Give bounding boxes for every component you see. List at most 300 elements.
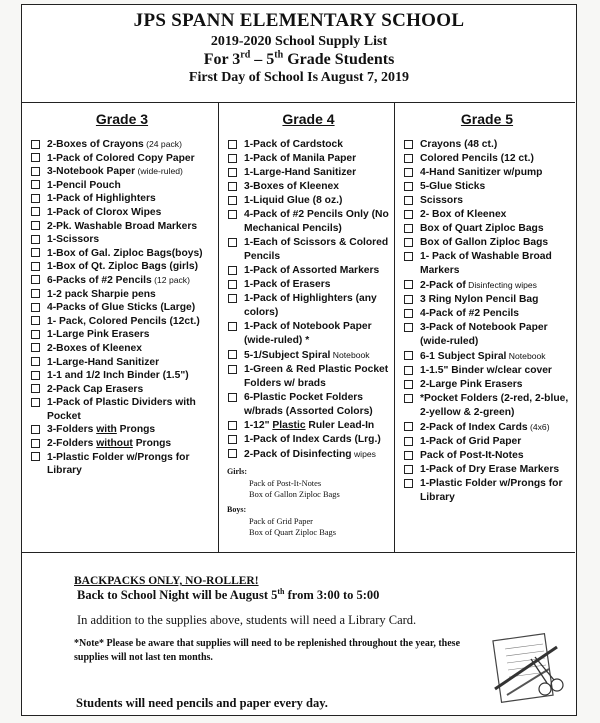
supply-item <box>403 236 571 250</box>
supply-item-main: 1-1 and 1/2 Inch Binder (1.5") <box>47 370 189 382</box>
checkbox-icon <box>228 168 237 177</box>
checkbox-icon <box>31 439 40 448</box>
supply-item <box>227 180 390 194</box>
btsn-suffix: from 3:00 to 5:00 <box>284 588 380 602</box>
supply-item-text <box>47 451 214 478</box>
supply-item <box>403 293 571 307</box>
checkbox-icon <box>228 238 237 247</box>
checkbox-icon <box>404 238 413 247</box>
supply-item-main: 1- Pack, Colored Pencils (12ct.) <box>47 315 200 327</box>
checkbox-icon <box>228 182 237 191</box>
supply-item-main: 3-Folders <box>47 424 97 436</box>
supply-item-main: 4-Pack of #2 Pencils <box>420 308 520 319</box>
grade5-column <box>395 103 575 552</box>
supply-item-text <box>244 208 390 236</box>
supply-item-underlined: Plastic <box>272 420 306 431</box>
supply-item-text <box>47 356 159 370</box>
supply-item <box>403 208 571 222</box>
supply-item-text <box>47 274 190 288</box>
grade3-items <box>30 138 214 478</box>
girls-label: Girls: <box>227 467 247 476</box>
checkbox-icon <box>404 140 413 149</box>
checkbox-icon <box>31 262 40 271</box>
supply-item-text <box>47 220 197 234</box>
supply-item <box>227 278 390 292</box>
supply-item-main: 1-Pack of Clorox Wipes <box>47 206 162 218</box>
supply-item-text <box>244 138 343 152</box>
grades-sup2: th <box>274 49 284 61</box>
supply-item-main: 1-Pack of Notebook Paper (wide-ruled) * <box>244 321 372 346</box>
supply-item-main: *Pocket Folders (2-red, 2-blue, 2-yellow & 2-green) <box>420 393 569 418</box>
supply-item-text <box>420 250 571 278</box>
supply-item <box>403 321 571 349</box>
checkbox-icon <box>404 351 413 360</box>
supply-item <box>227 363 390 391</box>
checkbox-icon <box>228 435 237 444</box>
header <box>22 5 576 86</box>
supply-item-text <box>47 152 195 166</box>
supply-item-main: 2-Boxes of Crayons <box>47 139 144 150</box>
supply-item-main: 5-Glue Sticks <box>420 181 486 192</box>
grade4-column <box>219 103 395 552</box>
supply-item-main: 2-Pk. Washable Broad Markers <box>47 220 198 232</box>
supply-item-text <box>244 180 339 194</box>
checkbox-icon <box>404 422 413 431</box>
supply-item-text <box>47 315 200 329</box>
supply-item-main: 1-Pack of Manila Paper <box>244 153 357 164</box>
supply-item-main: 2-Pack of Disinfecting <box>244 449 352 460</box>
checkbox-icon <box>404 210 413 219</box>
supply-item-text <box>47 288 156 302</box>
checkbox-icon <box>31 357 40 366</box>
checkbox-icon <box>228 421 237 430</box>
checkbox-icon <box>228 210 237 219</box>
checkbox-icon <box>404 451 413 460</box>
supply-item-text <box>47 437 171 451</box>
supply-item-main: 1-Pack of Colored Copy Paper <box>47 152 195 164</box>
checkbox-icon <box>31 248 40 257</box>
supply-item <box>30 260 214 274</box>
supply-item <box>30 152 214 166</box>
supply-item <box>227 292 390 320</box>
supply-item-text <box>244 391 390 419</box>
supply-item-text <box>47 342 142 356</box>
supply-item-note: (12 pack) <box>151 274 190 285</box>
supply-item-main: Scissors <box>420 195 463 206</box>
supply-item-text <box>47 179 121 193</box>
supply-item-text <box>420 138 497 152</box>
checkbox-icon <box>404 224 413 233</box>
supply-item-note: Notebook <box>330 350 370 360</box>
checkbox-icon <box>31 316 40 325</box>
supply-item <box>403 250 571 278</box>
sub-supply-item: Pack of Post-It-Notes <box>249 479 322 488</box>
supply-item <box>30 437 214 451</box>
supply-item <box>30 451 214 478</box>
supply-item-main: 1-Green & Red Plastic Pocket Folders w/ brads <box>244 364 389 389</box>
supply-item-text <box>244 264 379 278</box>
supply-item-main: 1-Pack of Index Cards (Lrg.) <box>244 434 381 445</box>
supply-item-text <box>420 349 546 364</box>
sub-supply-item: Box of Gallon Ziploc Bags <box>249 490 340 499</box>
pencils-note: Students will need pencils and paper every day. <box>76 696 328 710</box>
supply-item-after: Prongs <box>132 438 172 450</box>
supply-item-main: 1-Each of Scissors & Colored Pencils <box>244 237 389 262</box>
supply-item <box>403 463 571 477</box>
supply-item-main: 2-Boxes of Kleenex <box>47 342 142 354</box>
supply-item-main: 1-Large Pink Erasers <box>47 329 150 341</box>
supply-item-main: 1-Large-Hand Sanitizer <box>47 356 160 368</box>
checkbox-icon <box>228 350 237 359</box>
supply-item-text <box>420 208 506 222</box>
supply-item-main: 2-Large Pink Erasers <box>420 379 523 390</box>
supply-item-text <box>420 420 550 435</box>
checkbox-icon <box>31 384 40 393</box>
supply-item-text <box>244 433 381 447</box>
backpacks-note: BACKPACKS ONLY, NO-ROLLER! <box>74 575 259 587</box>
supply-item-text <box>244 447 376 462</box>
list-title: 2019-2020 School Supply List <box>210 34 388 49</box>
supply-item-text <box>420 392 571 420</box>
supply-item-text <box>244 194 342 208</box>
checkbox-icon <box>228 294 237 303</box>
grade5-title: Grade 5 <box>460 111 514 127</box>
supply-item-text <box>47 396 214 423</box>
supply-item-text <box>47 192 156 206</box>
supply-item <box>30 206 214 220</box>
supply-item-main: 1-Plastic Folder w/Prongs for Library <box>420 478 563 503</box>
supply-item-text <box>244 166 356 180</box>
supply-item-text <box>47 301 195 315</box>
supply-item-main: 2-Folders <box>47 438 97 450</box>
supply-item-text <box>244 348 370 363</box>
supply-item-text <box>420 378 522 392</box>
supply-item-main: 1-12" <box>244 420 273 431</box>
supply-item-text <box>47 165 183 179</box>
supply-item-text <box>47 423 155 437</box>
checkbox-icon <box>228 266 237 275</box>
checkbox-icon <box>31 371 40 380</box>
supply-item-main: 6-1 Subject Spiral <box>420 351 507 362</box>
supply-item <box>403 364 571 378</box>
supply-item <box>30 423 214 437</box>
supply-item-main: 3-Notebook Paper <box>47 166 136 178</box>
supply-item-text <box>47 138 182 152</box>
checkbox-icon <box>31 275 40 284</box>
supply-item <box>30 301 214 315</box>
supply-item-main: 4-Hand Sanitizer w/pump <box>420 167 543 178</box>
supply-item-text <box>244 320 390 348</box>
checkbox-icon <box>31 140 40 149</box>
supply-item-text <box>420 180 485 194</box>
checkbox-icon <box>31 452 40 461</box>
supply-item <box>403 477 571 505</box>
supply-item <box>30 328 214 342</box>
checkbox-icon <box>228 154 237 163</box>
supply-item-main: 1-Pack of Plastic Dividers with Pocket <box>47 397 196 422</box>
supply-item-main: 1- Pack of Washable Broad Markers <box>420 251 552 276</box>
checkbox-icon <box>228 449 237 458</box>
checkbox-icon <box>404 182 413 191</box>
checkbox-icon <box>228 140 237 149</box>
grades-sup1: rd <box>240 49 251 61</box>
supply-item-main: 3-Pack of Notebook Paper (wide-ruled) <box>420 322 548 347</box>
supply-item <box>403 194 571 208</box>
supply-item-main: 6-Plastic Pocket Folders w/brads (Assorted Colors) <box>244 392 373 417</box>
supply-item-main: 1-Liquid Glue (8 oz.) <box>244 195 343 206</box>
supply-item-note: Disinfecting wipes <box>465 280 537 290</box>
supply-item-main: 1-Plastic Folder w/Prongs for Library <box>47 451 190 477</box>
supply-item <box>30 247 214 261</box>
checkbox-icon <box>228 393 237 402</box>
boys-items <box>227 516 390 538</box>
grades-line <box>22 51 576 69</box>
checkbox-icon <box>31 180 40 189</box>
grade5-items <box>403 138 571 505</box>
checkbox-icon <box>31 330 40 339</box>
supply-item-main: 4-Packs of Glue Sticks (Large) <box>47 302 196 314</box>
supply-item <box>403 278 571 293</box>
supply-item-after: Ruler Lead-In <box>305 420 375 431</box>
grades-prefix: For 3 <box>203 51 241 68</box>
supply-item <box>403 392 571 420</box>
supply-item-text <box>420 307 519 321</box>
supply-item <box>227 208 390 236</box>
grades-suffix: Grade Students <box>283 51 395 68</box>
school-supplies-clipart-icon <box>487 629 567 709</box>
supply-item-after: Prongs <box>116 424 156 436</box>
supply-item-main: Colored Pencils (12 ct.) <box>420 153 534 164</box>
checkbox-icon <box>404 437 413 446</box>
checkbox-icon <box>31 207 40 216</box>
checkbox-icon <box>404 168 413 177</box>
checkbox-icon <box>31 398 40 407</box>
supply-item <box>403 166 571 180</box>
btsn-prefix: Back to School Night will be August 5 <box>77 588 278 602</box>
supply-item-note: (wide-ruled) <box>135 166 183 177</box>
supply-item-text <box>47 247 203 261</box>
supply-item-main: 1-Large-Hand Sanitizer <box>244 167 357 178</box>
sub-supply-item: Box of Quart Ziploc Bags <box>249 528 336 537</box>
supply-item <box>227 152 390 166</box>
checkbox-icon <box>228 365 237 374</box>
supply-item-main: 6-Packs of #2 Pencils <box>47 274 152 286</box>
supply-item-text <box>244 419 374 433</box>
supply-item-main: 3-Boxes of Kleenex <box>244 181 339 192</box>
supply-item-note: (24 pack) <box>143 139 182 149</box>
supply-item <box>227 348 390 363</box>
supply-item-main: 2-Pack Cap Erasers <box>47 383 144 395</box>
supply-item-main: 1-Pack of Dry Erase Markers <box>420 464 560 475</box>
supply-item-main: Crayons (48 ct.) <box>420 139 498 150</box>
supply-item-underlined: without <box>96 438 133 450</box>
supply-item-text <box>244 152 356 166</box>
grade3-column <box>22 103 219 552</box>
supply-item <box>403 307 571 321</box>
supply-item <box>30 138 214 152</box>
checkbox-icon <box>404 323 413 332</box>
supply-item-main: 1-Box of Qt. Ziploc Bags (girls) <box>47 261 199 273</box>
checkbox-icon <box>404 380 413 389</box>
checkbox-icon <box>404 280 413 289</box>
supply-item-text <box>420 222 544 236</box>
checkbox-icon <box>228 322 237 331</box>
supply-item-main: 1-Box of Gal. Ziploc Bags(boys) <box>47 247 203 259</box>
supply-item <box>30 179 214 193</box>
supply-item <box>227 447 390 462</box>
supply-item <box>30 369 214 383</box>
supply-item-text <box>47 369 189 383</box>
supply-item <box>227 419 390 433</box>
checkbox-icon <box>31 194 40 203</box>
supply-item <box>30 274 214 288</box>
supply-item <box>403 152 571 166</box>
supply-item <box>227 320 390 348</box>
supply-item <box>30 396 214 423</box>
supply-item-main: Pack of Post-It-Notes <box>420 450 524 461</box>
supply-item-main: 1-Pencil Pouch <box>47 179 121 191</box>
checkbox-icon <box>404 252 413 261</box>
supply-item <box>403 138 571 152</box>
supply-item <box>30 383 214 397</box>
supply-item-main: 5-1/Subject Spiral <box>244 350 331 361</box>
supply-item-main: Box of Gallon Ziploc Bags <box>420 237 549 248</box>
supply-item-text <box>420 435 521 449</box>
supply-item <box>227 391 390 419</box>
checkbox-icon <box>404 295 413 304</box>
supply-item <box>403 349 571 364</box>
supply-item <box>30 165 214 179</box>
checkbox-icon <box>404 196 413 205</box>
supply-item-main: 1-Pack of Highlighters <box>47 193 156 205</box>
supply-item <box>403 420 571 435</box>
supply-item <box>30 288 214 302</box>
checkbox-icon <box>31 425 40 434</box>
supply-item-text <box>420 364 552 378</box>
supply-item <box>227 433 390 447</box>
supply-item-text <box>420 449 524 463</box>
supply-item <box>403 449 571 463</box>
supply-item <box>30 342 214 356</box>
supply-item-main: 1-Pack of Grid Paper <box>420 436 522 447</box>
replenish-note: *Note* Please be aware that supplies will need to be replenished throughout the year, these supplies will not last ten months. <box>74 638 461 663</box>
supply-item-main: 2- Box of Kleenex <box>420 209 507 220</box>
supply-item <box>403 435 571 449</box>
checkbox-icon <box>31 289 40 298</box>
btsn-sup: th <box>277 586 285 596</box>
boys-label: Boys: <box>227 505 247 514</box>
supply-item-text <box>420 194 463 208</box>
supply-item-note: Notebook <box>506 351 546 361</box>
grade4-items <box>227 138 390 462</box>
checkbox-icon <box>228 196 237 205</box>
supply-item-text <box>244 236 390 264</box>
supply-item-text <box>244 363 390 391</box>
supply-item-note: (4x6) <box>527 422 550 432</box>
checkbox-icon <box>31 303 40 312</box>
supply-item-text <box>244 292 390 320</box>
supply-list-sheet <box>21 4 577 716</box>
checkbox-icon <box>31 221 40 230</box>
supply-item <box>403 378 571 392</box>
supply-item-text <box>47 383 143 397</box>
supply-item <box>30 192 214 206</box>
girls-items <box>227 478 390 500</box>
checkbox-icon <box>228 280 237 289</box>
supply-item <box>227 138 390 152</box>
supply-item-note: wipes <box>351 449 376 459</box>
supply-item-main: 1-Pack of Erasers <box>244 279 331 290</box>
grade-columns <box>22 102 575 553</box>
school-name: JPS SPANN ELEMENTARY SCHOOL <box>133 10 465 31</box>
supply-item-main: 1-Pack of Highlighters (any colors) <box>244 293 377 318</box>
checkbox-icon <box>31 343 40 352</box>
supply-item-text <box>420 463 559 477</box>
supply-item-text <box>47 233 99 247</box>
supply-item <box>403 222 571 236</box>
library-card-note: In addition to the supplies above, students will need a Library Card. <box>77 613 417 627</box>
checkbox-icon <box>31 153 40 162</box>
supply-item-main: Box of Quart Ziploc Bags <box>420 223 544 234</box>
supply-item-main: 4-Pack of #2 Pencils Only (No Mechanical Pencils) <box>244 209 389 234</box>
supply-item-main: 2-Pack of Index Cards <box>420 422 528 433</box>
supply-item <box>30 315 214 329</box>
supply-item-main: 1-2 pack Sharpie pens <box>47 288 156 300</box>
checkbox-icon <box>404 154 413 163</box>
supply-item <box>30 356 214 370</box>
supply-item-text <box>47 328 149 342</box>
supply-item-main: 1-Pack of Assorted Markers <box>244 265 380 276</box>
supply-item-underlined: with <box>96 424 117 436</box>
supply-item-text <box>47 206 161 220</box>
first-day-line: First Day of School Is August 7, 2019 <box>188 70 410 85</box>
supply-item-main: 2-Pack of <box>420 280 466 291</box>
supply-item-main: 1-1.5" Binder w/clear cover <box>420 365 552 376</box>
checkbox-icon <box>31 235 40 244</box>
grade4-title: Grade 4 <box>282 111 335 127</box>
checkbox-icon <box>31 167 40 176</box>
supply-item-text <box>420 293 538 307</box>
supply-item-text <box>420 236 548 250</box>
grade3-title: Grade 3 <box>95 111 149 127</box>
back-to-school-night <box>77 588 379 603</box>
supply-item-text <box>420 477 571 505</box>
supply-item <box>227 236 390 264</box>
supply-item <box>30 233 214 247</box>
supply-item-main: 1-Pack of Cardstock <box>244 139 344 150</box>
grades-mid: – 5 <box>250 51 275 68</box>
supply-item-text <box>420 278 537 293</box>
checkbox-icon <box>404 479 413 488</box>
supply-item <box>227 264 390 278</box>
supply-item <box>30 220 214 234</box>
checkbox-icon <box>404 465 413 474</box>
checkbox-icon <box>404 309 413 318</box>
supply-item-text <box>47 260 198 274</box>
checkbox-icon <box>404 394 413 403</box>
supply-item-text <box>244 278 330 292</box>
checkbox-icon <box>404 366 413 375</box>
supply-item <box>227 166 390 180</box>
sub-supply-item: Pack of Grid Paper <box>249 517 313 526</box>
supply-item-main: 3 Ring Nylon Pencil Bag <box>420 294 539 305</box>
supply-item-text <box>420 166 542 180</box>
supply-item-text <box>420 321 571 349</box>
supply-item <box>227 194 390 208</box>
supply-item-main: 1-Scissors <box>47 234 100 246</box>
supply-item-text <box>420 152 534 166</box>
supply-item <box>403 180 571 194</box>
